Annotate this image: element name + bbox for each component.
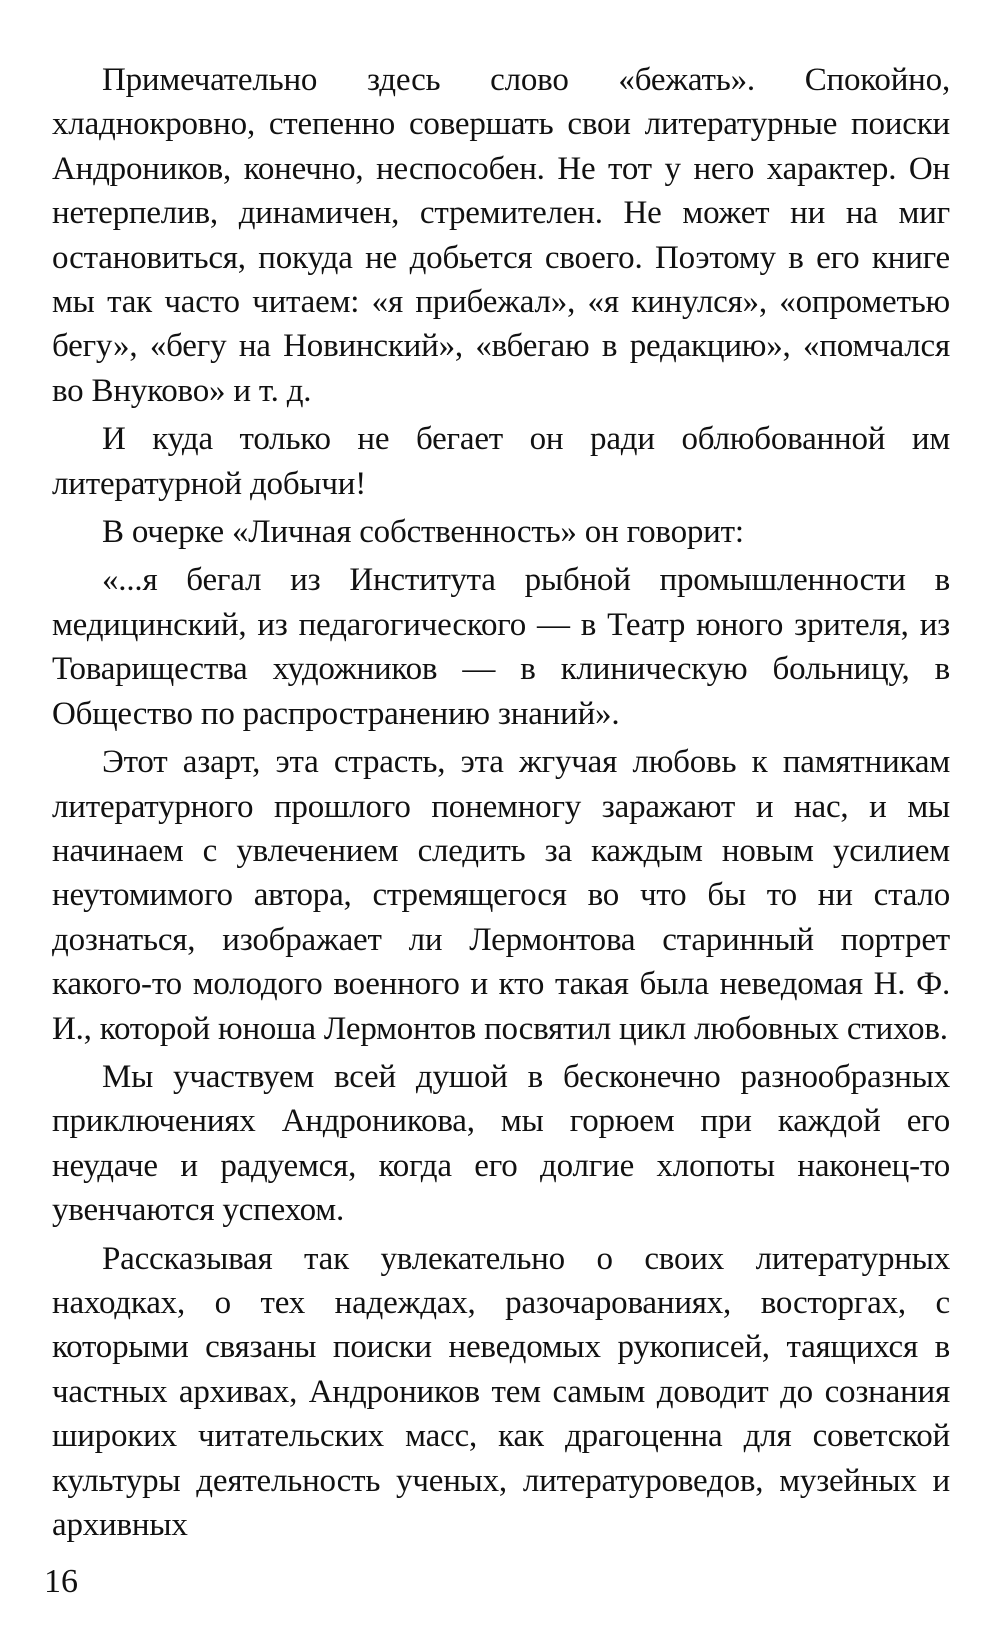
paragraph-7: Рассказывая так увлекательно о своих литературных находках, о тех надеждах, разочарованиях, восторгах, с которыми связаны поиски неведомых рукописей, таящихся в частных архивах, Андроников тем самым доводит до сознания широких читательских масс, как драгоценна для советской культуры деятельность ученых, литературоведов, музейных и архивных	[52, 1240, 950, 1543]
paragraph-1: Примечательно здесь слово «бежать». Спокойно, хладнокровно, степенно совершать свои литературные поиски Андроников, конечно, неспособен. Не тот у него характер. Он нетерпелив, динамичен, стремителен. Не может ни на миг остановиться, покуда не добьется своего. Поэтому в его книге мы так часто читаем: «я прибежал», «я кинулся», «опрометью бегу», «бегу на Новинский», «вбегаю в редакцию», «помчался во Внуково» и т. д.	[52, 62, 950, 409]
paragraph-6: Мы участвуем всей душой в бесконечно разнообразных приключениях Андроникова, мы горюем при каждой его неудаче и радуемся, когда его долгие хлопоты наконец-то увенчаются успехом.	[52, 1058, 950, 1229]
paragraph-5: Этот азарт, эта страсть, эта жгучая любовь к памятникам литературного прошлого понемногу заражают и нас, и мы начинаем с увлечением следить за каждым новым усилием неутомимого автора, стремящегося во что бы то ни стало дознаться, изображает ли Лермонтова старинный портрет какого-то молодого военного и кто такая была неведомая Н. Ф. И., которой юноша Лермонтов посвятил цикл любовных стихов.	[52, 744, 950, 1047]
paragraph-4-quote: «...я бегал из Института рыбной промышленности в медицинский, из педагогического — в Театр юного зрителя, из Товарищества художников — в клиническую больницу, в Общество по распространению знаний».	[52, 562, 950, 732]
page-number: 16	[44, 1563, 78, 1600]
paragraph-2: И куда только не бегает он ради облюбованной им литературной добычи!	[52, 421, 950, 502]
paragraph-3: В очерке «Личная собственность» он говорит:	[102, 514, 744, 551]
body-text	[52, 58, 950, 1547]
